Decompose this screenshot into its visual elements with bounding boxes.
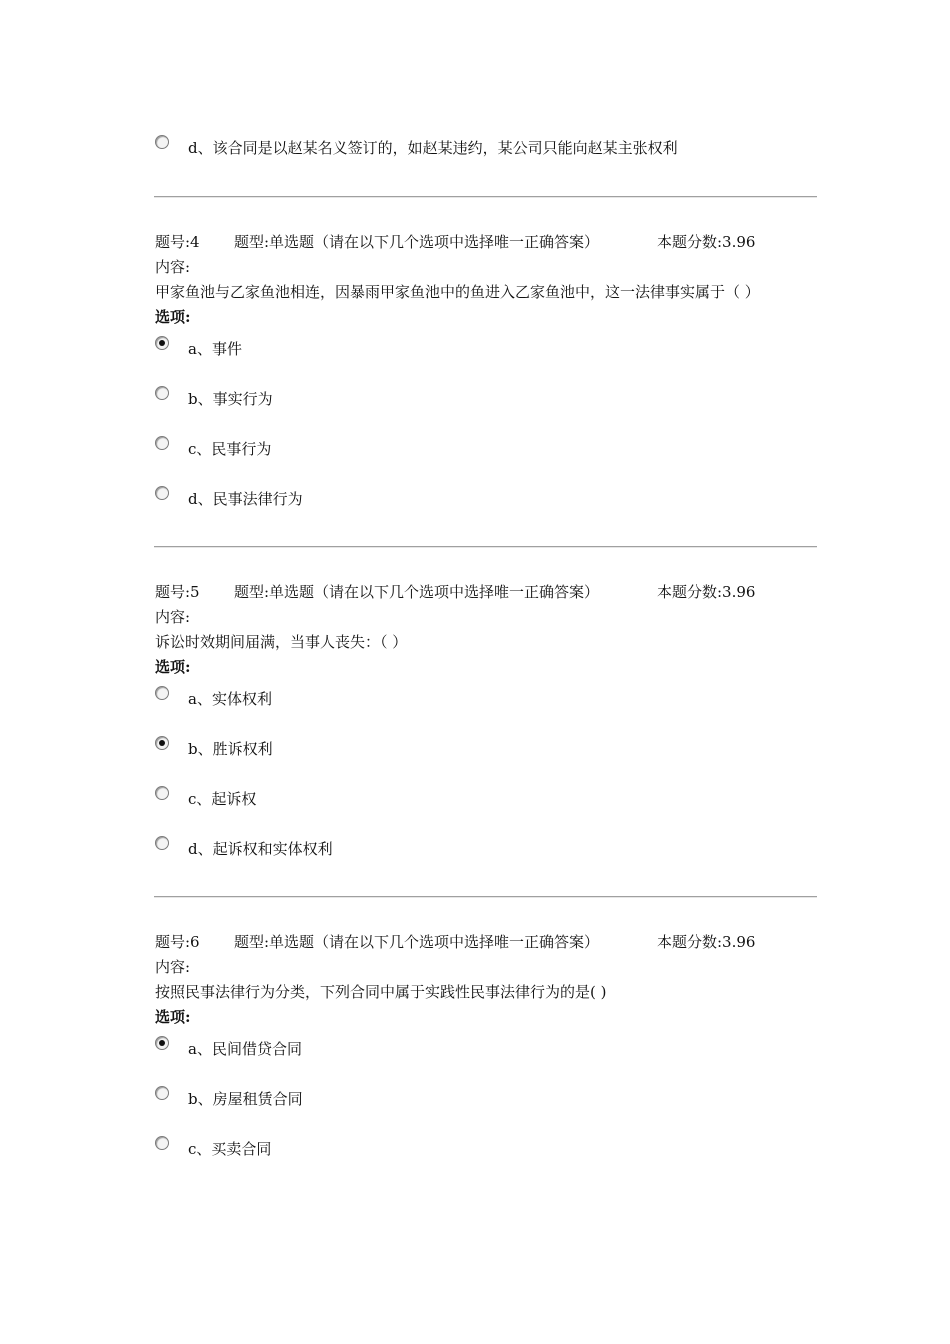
option-label: d、该合同是以赵某名义签订的，如赵某违约，某公司只能向赵某主张权利	[188, 138, 678, 157]
divider	[154, 546, 817, 548]
options-label: 选项:	[155, 308, 191, 326]
option-row[interactable]	[155, 687, 272, 709]
radio-button[interactable]	[155, 736, 169, 750]
option-label: b、胜诉权利	[188, 739, 273, 758]
radio-button[interactable]	[155, 336, 169, 350]
radio-button[interactable]	[155, 836, 169, 850]
option-label: d、起诉权和实体权利	[188, 839, 333, 858]
option-label: d、民事法律行为	[188, 489, 303, 508]
radio-button[interactable]	[155, 786, 169, 800]
radio-button[interactable]	[155, 1086, 169, 1100]
option-label: a、事件	[188, 339, 242, 358]
question-number: 题号:5	[155, 583, 200, 601]
option-row[interactable]	[155, 737, 273, 759]
radio-button[interactable]	[155, 686, 169, 700]
radio-button[interactable]	[155, 486, 169, 500]
option-label: a、实体权利	[188, 689, 272, 708]
option-row[interactable]	[155, 487, 303, 509]
option-row[interactable]	[155, 1037, 302, 1059]
option-row[interactable]	[155, 337, 242, 359]
question-number: 题号:4	[155, 233, 200, 251]
radio-button[interactable]	[155, 386, 169, 400]
divider	[154, 196, 817, 198]
option-row[interactable]	[155, 437, 271, 459]
question-content: 按照民事法律行为分类，下列合同中属于实践性民事法律行为的是( )	[155, 983, 607, 1001]
option-label: a、民间借贷合同	[188, 1039, 302, 1058]
question-score: 本题分数:3.96	[657, 933, 756, 951]
question-score: 本题分数:3.96	[657, 233, 756, 251]
question-score: 本题分数:3.96	[657, 583, 756, 601]
option-label: c、民事行为	[188, 439, 272, 458]
radio-button[interactable]	[155, 135, 169, 149]
question-type: 题型:单选题（请在以下几个选项中选择唯一正确答案）	[234, 583, 600, 601]
question-type: 题型:单选题（请在以下几个选项中选择唯一正确答案）	[234, 933, 600, 951]
option-label: b、房屋租赁合同	[188, 1089, 303, 1108]
question-type: 题型:单选题（请在以下几个选项中选择唯一正确答案）	[234, 233, 600, 251]
option-row[interactable]	[155, 837, 333, 859]
content-label: 内容:	[155, 258, 191, 276]
option-label: c、买卖合同	[188, 1139, 272, 1158]
radio-button[interactable]	[155, 1036, 169, 1050]
content-label: 内容:	[155, 608, 191, 626]
option-row[interactable]	[155, 1137, 271, 1159]
question-content: 甲家鱼池与乙家鱼池相连，因暴雨甲家鱼池中的鱼进入乙家鱼池中，这一法律事实属于（ ）	[155, 283, 760, 301]
content-label: 内容:	[155, 958, 191, 976]
options-label: 选项:	[155, 1008, 191, 1026]
divider	[154, 896, 817, 898]
option-row[interactable]	[155, 787, 256, 809]
option-row[interactable]	[155, 387, 273, 409]
option-row[interactable]	[155, 1087, 303, 1109]
question-content: 诉讼时效期间届满，当事人丧失：（ ）	[155, 633, 408, 651]
radio-button[interactable]	[155, 1136, 169, 1150]
radio-button[interactable]	[155, 436, 169, 450]
options-label: 选项:	[155, 658, 191, 676]
option-label: b、事实行为	[188, 389, 273, 408]
option-row[interactable]	[155, 136, 678, 158]
question-number: 题号:6	[155, 933, 200, 951]
option-label: c、起诉权	[188, 789, 257, 808]
